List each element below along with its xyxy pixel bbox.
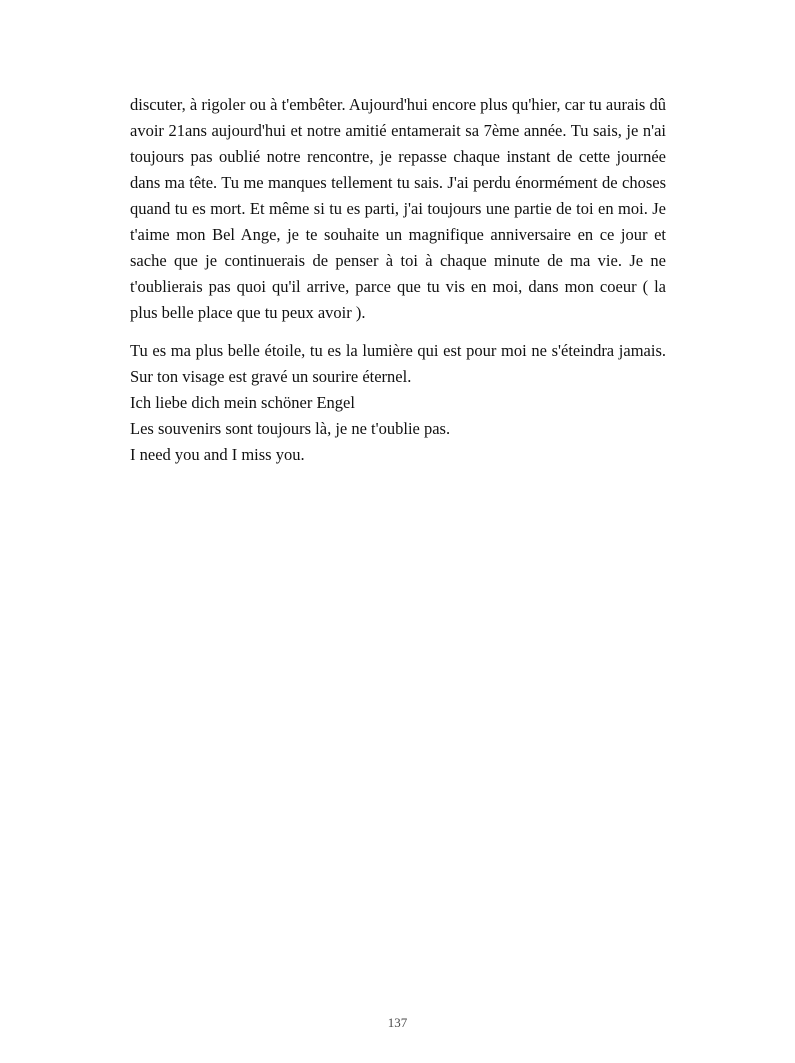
page-number: 137 [387, 1015, 408, 1030]
paragraph-1: discuter, à rigoler ou à t'embêter. Aujourd'hui encore plus qu'hier, car tu aurais dû avoir 21ans aujourd'hui et notre amitié entamerait sa 7ème année. Tu sais, je n'ai toujours pas oublié notre rencontre, je repasse chaque instant de cette journée dans ma tête. Tu me manques tellement tu sais. J'ai perdu énormément de choses quand tu es mort. Et même si tu es parti, j'ai toujours une partie de toi en moi. Je t'aime mon Bel Ange, je te souhaite un magnifique anniversaire en ce jour et sache que je continuerais de penser à toi à chaque minute de ma vie. Je ne t'oublierais pas quoi qu'il arrive, parce que tu vis en moi, dans mon coeur ( la plus belle place que tu peux avoir ). [130, 95, 666, 322]
text-line-english: I need you and I miss you. [130, 445, 305, 464]
text-line-german: Ich liebe dich mein schöner Engel [130, 393, 355, 412]
page-body-text [130, 92, 666, 468]
paragraph-2: Tu es ma plus belle étoile, tu es la lumière qui est pour moi ne s'éteindra jamais. Sur ton visage est gravé un sourire éternel. [130, 341, 666, 386]
text-line-souvenirs: Les souvenirs sont toujours là, je ne t'oublie pas. [130, 419, 451, 438]
